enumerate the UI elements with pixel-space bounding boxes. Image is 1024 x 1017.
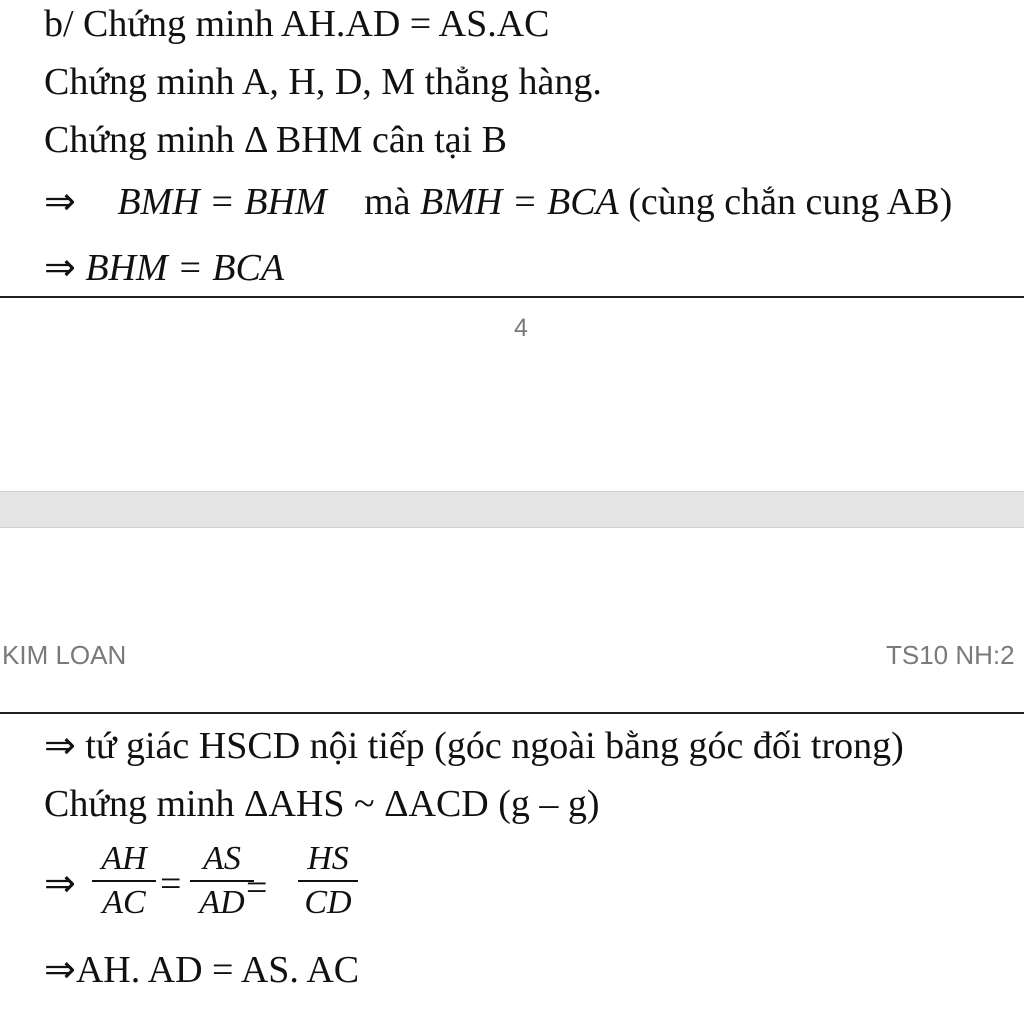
- fraction-denominator: AD: [199, 884, 245, 921]
- text-line-isosceles: Chứng minh Δ BHM cân tại B: [44, 119, 508, 161]
- text-line-part-b: b/ Chứng minh AH.AD = AS.AC: [44, 3, 550, 45]
- fraction-bar: [190, 880, 254, 882]
- fraction-numerator: AS: [203, 840, 241, 877]
- page-number: 4: [514, 314, 528, 342]
- angle-expr-bmh-bca: BMH = BCA: [420, 181, 619, 223]
- text-line-bhm-bca: [44, 246, 284, 290]
- text-line-angle-equality: [44, 180, 952, 224]
- header-code: TS10 NH:2: [886, 640, 1015, 670]
- connector-text: mà: [364, 181, 411, 223]
- header-rule: [0, 712, 1024, 714]
- fraction-denominator: AC: [102, 884, 146, 921]
- text-line-collinear: Chứng minh A, H, D, M thẳng hàng.: [44, 61, 602, 103]
- footer-rule: [0, 296, 1024, 298]
- implies-arrow: ⇒: [44, 247, 76, 289]
- text-line-conclusion: ⇒AH. AD = AS. AC: [44, 949, 360, 991]
- fraction-as-ad: [190, 840, 254, 922]
- equals-sign: =: [246, 867, 268, 909]
- angle-expr-bhm-bca: BHM = BCA: [85, 247, 285, 289]
- fraction-denominator: CD: [304, 884, 352, 921]
- equals-sign: =: [160, 863, 182, 905]
- text-line-similar-triangles: Chứng minh ΔAHS ~ ΔACD (g – g): [44, 783, 600, 825]
- fraction-ah-ac: [92, 840, 156, 922]
- fraction-numerator: HS: [307, 840, 349, 877]
- header-author: KIM LOAN: [2, 640, 127, 670]
- fraction-bar: [92, 880, 156, 882]
- page-gap: [0, 491, 1024, 528]
- angle-expr-bmh-bhm: BMH = BHM: [117, 181, 327, 223]
- fraction-bar: [298, 880, 358, 882]
- implies-arrow: ⇒: [44, 181, 76, 223]
- angle-note: (cùng chắn cung AB): [628, 181, 953, 223]
- implies-arrow: ⇒: [44, 863, 76, 905]
- text-line-cyclic-quad: ⇒ tứ giác HSCD nội tiếp (góc ngoài bằng góc đối trong): [44, 725, 904, 767]
- fraction-hs-cd: [298, 840, 358, 922]
- fraction-numerator: AH: [101, 840, 147, 877]
